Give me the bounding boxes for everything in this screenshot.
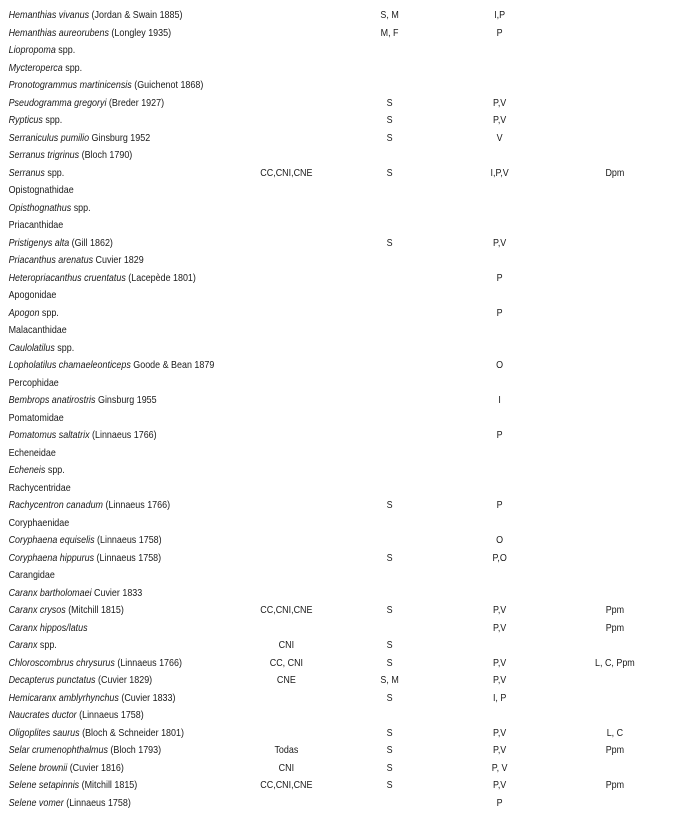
authority: spp. [55,45,76,56]
species-row [0,147,688,165]
species-row [0,725,688,743]
species-row [0,252,688,270]
taxon-name [9,77,204,95]
species-name: Liopropoma [8,45,56,56]
cell-c3: S [386,97,393,109]
species-row [0,532,688,550]
taxon-name [9,200,91,218]
cell-c3: S [386,762,393,774]
species-name: Decapterus punctatus [8,675,96,686]
species-name: Coryphaena equiselis [8,535,95,546]
species-name: Priacanthus arenatus [8,255,94,266]
species-row [0,742,688,760]
taxon-name [9,182,74,200]
species-name: Pristigenys alta [8,237,70,249]
family-name: Apogonidae [8,290,57,301]
authority: (Linnaeus 1766) [102,500,171,511]
family-row [0,567,688,585]
cell-c4: I,P,V [490,167,509,179]
cell-c4: P [496,272,503,284]
family-name: Percophidae [8,377,59,389]
cell-c4: I,P [494,10,506,21]
authority: (Lacepède 1801) [125,272,196,284]
authority: spp. [44,167,65,179]
species-name: Hemanthias aureorubens [8,27,109,39]
authority: (Linnaeus 1758) [76,710,144,721]
family-name: Echeneidae [8,447,56,459]
species-row [0,305,688,323]
authority: (Linnaeus 1758) [94,552,162,564]
authority: (Jordan & Swain 1885) [89,10,183,21]
authority: spp. [54,342,75,354]
species-name: Bembrops anatirostris [8,395,96,406]
taxon-name [9,760,124,778]
taxon-name [9,357,215,375]
authority: Cuvier 1833 [91,587,143,599]
cell-c4: P,V [493,780,507,791]
cell-c2: CNI [278,640,295,651]
cell-c2: Todas [274,745,299,756]
family-name: Opistognathidae [8,185,74,196]
species-name: Naucrates ductor [8,710,77,721]
cell-c4: V [496,132,503,144]
taxon-name [9,637,57,655]
cell-c2: CNE [276,675,296,686]
species-name: Apogon [8,307,40,319]
taxon-name [9,375,59,393]
family-name: Malacanthidae [8,325,67,336]
species-row [0,7,688,25]
species-name: Mycteroperca [8,62,63,74]
species-name: Echeneis [8,465,46,476]
cell-c4: O [496,360,504,371]
authority: spp. [42,115,63,126]
authority: Goode & Bean 1879 [130,360,215,371]
authority: (Bloch & Schneider 1801) [79,727,184,739]
taxon-name [9,725,184,743]
cell-c3: S [386,132,393,144]
cell-c4: P [496,307,503,319]
taxon-name [9,602,124,620]
taxon-name [9,585,143,603]
species-row [0,42,688,60]
species-row [0,112,688,130]
species-name: Serranus trigrinus [8,150,80,161]
family-row [0,445,688,463]
cell-c3: S [386,727,393,739]
cell-c2: CC, CNI [269,657,304,669]
species-row [0,585,688,603]
cell-c4: I [498,395,501,406]
cell-c3: S [386,780,393,791]
taxon-name [9,462,65,480]
authority: (Breder 1927) [106,97,165,109]
species-row [0,795,688,813]
cell-c4: P,V [493,675,507,686]
species-row [0,60,688,78]
species-row [0,637,688,655]
taxon-name [9,427,157,445]
species-row [0,550,688,568]
species-row [0,77,688,95]
species-row [0,357,688,375]
authority: (Gill 1862) [69,237,113,249]
taxon-name [9,550,162,568]
species-row [0,777,688,795]
species-row [0,707,688,725]
species-row [0,392,688,410]
taxon-name [9,322,67,340]
cell-c4: P,V [493,745,507,756]
taxon-name [9,480,71,498]
taxon-name [9,742,162,760]
authority: spp. [71,202,91,214]
taxon-name [9,655,182,673]
species-row [0,25,688,43]
species-row [0,340,688,358]
cell-c5: Dpm [605,167,625,179]
species-row [0,200,688,218]
cell-c2: CC,CNI,CNE [260,780,313,791]
taxon-name [9,25,171,43]
family-row [0,217,688,235]
species-row [0,672,688,690]
authority: (Cuvier 1829) [95,675,153,686]
cell-c5: L, C [606,727,624,739]
species-name: Hemanthias vivanus [8,10,90,21]
taxon-name [9,60,83,78]
authority: (Cuvier 1833) [118,692,176,704]
family-row [0,287,688,305]
cell-c3: S [386,605,393,616]
cell-c5: Ppm [605,780,625,791]
authority: (Cuvier 1816) [67,762,124,774]
taxon-name [9,340,75,358]
taxon-name [9,672,153,690]
cell-c3: S [386,692,393,704]
authority: (Mitchill 1815) [79,780,138,791]
cell-c3: S, M [380,675,399,686]
cell-c4: P,V [493,657,507,669]
authority: spp. [39,307,59,319]
species-name: Caranx bartholomaei [8,587,92,599]
authority: (Linnaeus 1766) [114,657,182,669]
species-table [0,7,689,812]
species-row [0,620,688,638]
cell-c3: S [386,640,393,651]
cell-c3: S [386,167,393,179]
cell-c4: P, V [491,762,508,774]
taxon-name [9,165,65,183]
authority: Cuvier 1829 [93,255,144,266]
species-name: Selene brownii [8,762,68,774]
species-name: Lopholatilus chamaeleonticeps [8,360,131,371]
authority: (Guichenot 1868) [131,80,204,91]
species-name: Pronotogrammus martinicensis [8,80,132,91]
cell-c4: P,V [493,237,507,249]
authority: spp. [62,62,83,74]
cell-c3: S [386,657,393,669]
cell-c3: S [386,237,393,249]
species-row [0,602,688,620]
taxon-name [9,777,138,795]
family-row [0,322,688,340]
species-row [0,655,688,673]
cell-c4: P,V [493,622,507,634]
taxon-name [9,217,64,235]
species-row [0,760,688,778]
species-row [0,497,688,515]
family-name: Coryphaenidae [8,517,70,529]
taxon-name [9,532,162,550]
family-name: Rachycentridae [8,482,71,494]
species-name: Pomatomus saltatrix [8,430,90,441]
species-row [0,462,688,480]
species-name: Caulolatilus [8,342,55,354]
cell-c4: P,O [492,552,507,564]
species-name: Chloroscombrus chrysurus [8,657,115,669]
family-row [0,480,688,498]
taxon-name [9,7,183,25]
cell-c2: CC,CNI,CNE [260,167,313,179]
species-name: Oligoplites saurus [8,727,80,739]
species-row [0,427,688,445]
species-name: Selene vomer [8,797,64,809]
taxon-name [9,515,70,533]
cell-c2: CNI [278,762,295,774]
family-row [0,515,688,533]
cell-c3: S [386,745,393,756]
authority: spp. [37,640,57,651]
taxon-name [9,130,151,148]
authority: (Bloch 1790) [79,150,133,161]
taxon-name [9,235,113,253]
authority: spp. [45,465,65,476]
cell-c4: P,V [493,727,507,739]
taxon-name [9,567,55,585]
taxon-name [9,410,64,428]
cell-c4: P,V [493,97,507,109]
cell-c5: Ppm [605,622,625,634]
species-row [0,95,688,113]
cell-c4: P [496,500,503,511]
family-row [0,375,688,393]
authority: Ginsburg 1952 [89,132,151,144]
authority: (Longley 1935) [108,27,172,39]
species-name: Rypticus [8,115,43,126]
taxon-name [9,112,63,130]
taxon-name [9,42,76,60]
cell-c3: S [386,500,393,511]
cell-c3: S, M [380,10,399,21]
species-name: Caranx crysos [8,605,66,616]
cell-c4: P,V [493,115,507,126]
species-name: Selene setapinnis [8,780,80,791]
species-name: Coryphaena hippurus [8,552,95,564]
cell-c5: Ppm [605,745,625,756]
authority: (Bloch 1793) [107,745,162,756]
family-name: Priacanthidae [8,220,64,231]
species-name: Selar crumenophthalmus [8,745,108,756]
cell-c2: CC,CNI,CNE [260,605,313,616]
authority: (Linnaeus 1758) [94,535,162,546]
species-name: Caranx [8,640,38,651]
taxon-name [9,147,133,165]
family-row [0,410,688,428]
species-name: Opisthognathus [8,202,72,214]
family-name: Carangidae [8,570,55,581]
cell-c4: I, P [492,692,507,704]
species-row [0,130,688,148]
family-row [0,182,688,200]
cell-c3: S [386,115,393,126]
species-name: Pseudogramma gregoryi [8,97,107,109]
taxon-name [9,287,57,305]
authority: (Mitchill 1815) [65,605,124,616]
species-name: Rachycentron canadum [8,500,103,511]
species-row [0,165,688,183]
cell-c3: S [386,552,393,564]
cell-c4: O [496,535,504,546]
cell-c4: P,V [493,605,507,616]
taxon-name [9,305,59,323]
taxon-name [9,707,144,725]
taxon-name [9,95,164,113]
species-row [0,235,688,253]
taxon-name [9,392,157,410]
taxon-name [9,270,196,288]
species-name: Hemicaranx amblyrhynchus [8,692,119,704]
taxon-name [9,497,170,515]
cell-c4: P [496,27,503,39]
cell-c4: P [496,797,503,809]
authority: (Linnaeus 1758) [63,797,131,809]
taxon-name [9,795,131,813]
authority: Ginsburg 1955 [95,395,157,406]
authority: (Linnaeus 1766) [89,430,157,441]
taxon-name [9,252,144,270]
species-row [0,690,688,708]
species-name: Caranx hippos/latus [8,622,88,634]
species-name: Heteropriacanthus cruentatus [8,272,126,284]
family-name: Pomatomidae [8,412,64,424]
taxon-name [9,620,88,638]
species-name: Serranus [8,167,45,179]
cell-c5: L, C, Ppm [595,657,635,669]
taxon-name [9,690,176,708]
species-row [0,270,688,288]
cell-c5: Ppm [605,605,625,616]
species-name: Serraniculus pumilio [8,132,90,144]
cell-c3: M, F [380,27,399,39]
cell-c4: P [496,430,503,441]
taxon-name [9,445,56,463]
